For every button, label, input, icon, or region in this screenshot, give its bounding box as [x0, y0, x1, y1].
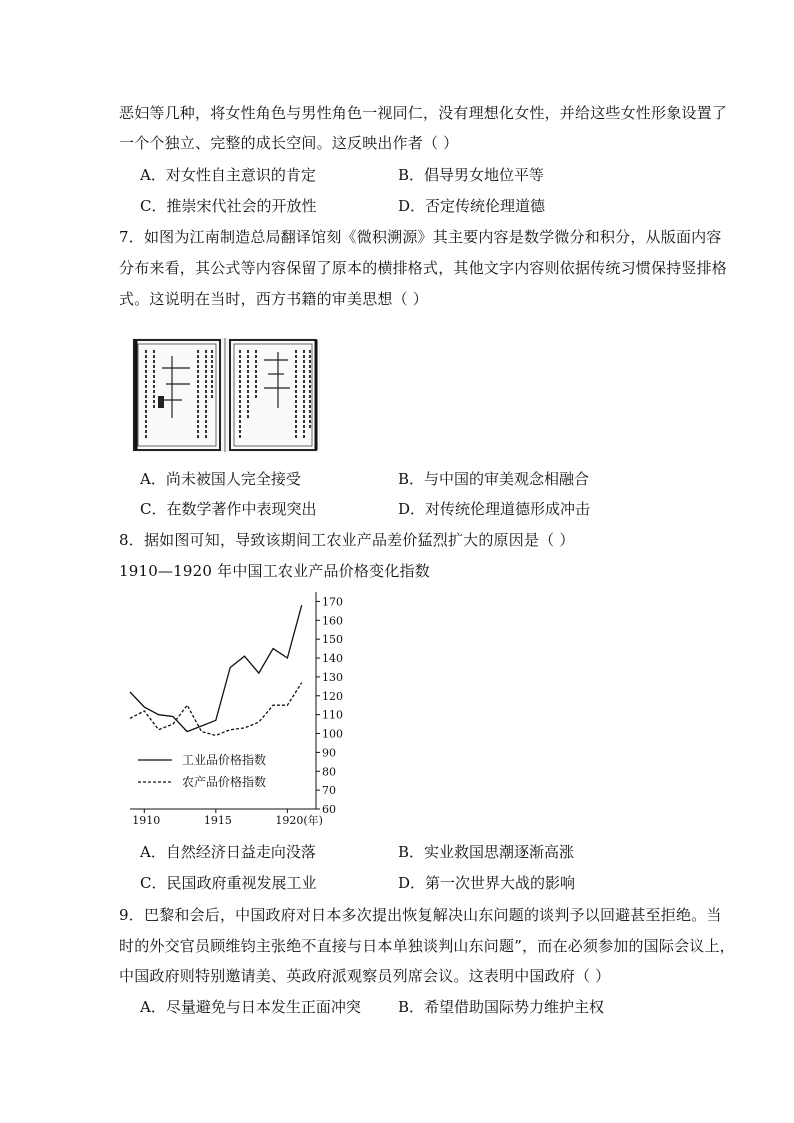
y-tick-label: 170	[322, 595, 343, 609]
q7-stem-line1: 7．如图为江南制造总局翻译馆刻《微积溯源》其主要内容是数学微分和积分，从版面内容	[119, 228, 722, 246]
legend-label-1: 农产品价格指数	[182, 775, 267, 789]
y-tick-label: 90	[322, 746, 336, 760]
y-tick-label: 150	[322, 633, 343, 647]
q6-stem-line2: 一个个独立、完整的成长空间。这反映出作者（ ）	[119, 134, 459, 152]
q6-stem-line1: 恶妇等几种，将女性角色与男性角色一视同仁，没有理想化女性，并给这些女性形象设置了	[119, 104, 728, 122]
book-page-photo	[132, 338, 320, 452]
q9-stem-line3: 中国政府则特别邀请美、英政府派观察员列席会议。这表明中国政府（ ）	[119, 967, 611, 985]
q6-option-a: A．对女性自主意识的肯定	[140, 166, 316, 184]
q8-option-a: A．自然经济日益走向没落	[140, 843, 316, 861]
chart-legend	[138, 752, 266, 789]
legend-label-0: 工业品价格指数	[182, 753, 267, 767]
series-line-1	[130, 683, 302, 736]
q9-option-b: B．希望借助国际势力维护主权	[398, 998, 605, 1016]
q6-option-c: C．推崇宋代社会的开放性	[140, 197, 317, 215]
q7-option-c: C．在数学著作中表现突出	[140, 500, 317, 518]
q8-option-c: C．民国政府重视发展工业	[140, 874, 317, 892]
y-tick-label: 110	[322, 708, 343, 722]
x-tick-label: 1920(年)	[275, 814, 323, 827]
series-line-0	[130, 605, 302, 731]
q6-option-d: D．否定传统伦理道德	[398, 197, 546, 215]
q7-stem-line2: 分布来看，其公式等内容保留了原本的横排格式，其他文字内容则依据传统习惯保持竖排格	[119, 259, 728, 277]
x-tick-label: 1910	[132, 814, 161, 827]
q7-option-b: B．与中国的审美观念相融合	[398, 470, 590, 488]
q7-option-a: A．尚未被国人完全接受	[140, 470, 301, 488]
y-tick-label: 80	[322, 765, 336, 779]
y-tick-label: 60	[322, 803, 336, 816]
q7-stem-line3: 式。这说明在当时，西方书籍的审美思想（ ）	[119, 290, 428, 308]
q8-option-b: B．实业救国思潮逐渐高涨	[398, 843, 575, 861]
y-tick-label: 160	[322, 614, 343, 628]
q7-option-d: D．对传统伦理道德形成冲击	[398, 500, 591, 518]
q8-option-d: D．第一次世界大战的影响	[398, 874, 576, 892]
y-tick-label: 70	[322, 784, 336, 798]
y-tick-label: 140	[322, 652, 343, 666]
price-index-chart	[120, 584, 360, 828]
y-tick-label: 100	[322, 727, 343, 741]
q8-stem-line1: 8．据如图可知，导致该期间工农业产品差价猛烈扩大的原因是（ ）	[119, 531, 575, 549]
chart-ticks	[132, 595, 343, 827]
q9-stem-line1: 9．巴黎和会后，中国政府对日本多次提出恢复解决山东问题的谈判予以回避甚至拒绝。当	[119, 906, 722, 924]
chart-series	[130, 605, 302, 735]
q9-stem-line2: 时的外交官员顾维钧主张绝不直接与日本单独谈判山东问题”，而在必须参加的国际会议上，	[119, 937, 735, 955]
q9-option-a: A．尽量避免与日本发生正面冲突	[140, 998, 361, 1016]
q6-option-b: B．倡导男女地位平等	[398, 166, 545, 184]
chart-title: 1910—1920 年中国工农业产品价格变化指数	[119, 562, 430, 580]
y-tick-label: 120	[322, 689, 343, 703]
x-tick-label: 1915	[203, 814, 232, 827]
y-tick-label: 130	[322, 670, 343, 684]
